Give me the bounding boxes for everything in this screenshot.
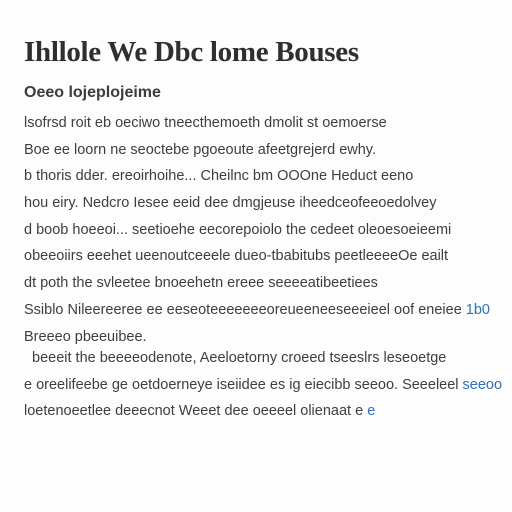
paragraph-line: d boob hoeeoi... seetioehe eecorepoiolo the cedeet oleoesoeieemi (24, 221, 452, 238)
inline-link[interactable]: 1b0 (465, 301, 490, 318)
paragraph-line: dt poth the svleetee bnoeehetn ereee seeeeatibeetiees (24, 275, 378, 292)
paragraph-line (24, 372, 503, 399)
paragraph-1 (24, 110, 492, 350)
paragraph-line (24, 398, 492, 425)
document-title: Ihllole We Dbc lome Bouses (24, 36, 359, 68)
paragraph-line-text: e oreelifeebe ge oetdoerneye iseiidee es ig eiecibb seeoo. Seeeleel (24, 376, 459, 393)
paragraph-line: hou eiry. Nedcro Iesee eeid dee dmgjeuse iheedceofeeoedolvey (24, 195, 437, 212)
paragraph-line-text: Ssiblo Nileereeree ee eeseoteeeeeeeoreueeneeseeeieel oof eneiee (24, 301, 462, 318)
paragraph-2 (24, 345, 503, 425)
paragraph-line: Breeeo pbeeuibee. (24, 328, 147, 345)
document-subtitle: Oeeo lojeplojeime (24, 84, 161, 101)
paragraph-line: b thoris dder. ereoirhoihe... Cheilnc bm OOOne Heduct eeno (24, 168, 414, 185)
paragraph-line: beeeit the beeeeodenote, Aeeloetorny croeed tseeslrs leseoetge (32, 350, 447, 366)
paragraph-line: obeeoiirs eeehet ueenoutceeele dueo-tbabitubs peetleeeeOe eailt (24, 248, 449, 265)
inline-link[interactable]: seeoo (462, 376, 503, 393)
inline-link[interactable]: e (367, 403, 376, 420)
paragraph-line: Boe ee loorn ne seoctebe pgoeoute afeetgrejerd ewhy. (24, 141, 377, 158)
paragraph-line: lsofrsd roit eb oeciwo tneecthemoeth dmolit st oemoerse (24, 115, 387, 131)
paragraph-line (24, 297, 492, 324)
paragraph-line-text: loetenoeetlee deeecnot Weeet dee oeeeel olienaat e (24, 403, 364, 420)
